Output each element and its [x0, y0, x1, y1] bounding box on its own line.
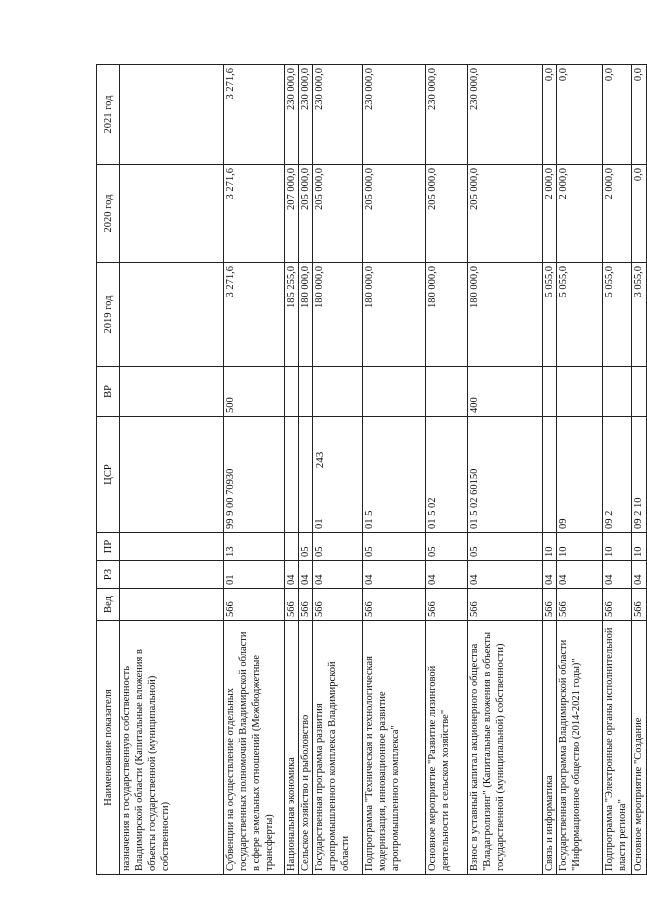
- cell-ved: 566: [363, 589, 426, 621]
- cell-ved: 566: [313, 589, 363, 621]
- cell-name: Субвенции на осуществление отдельных государственных полномочий Владимирской области в сфере земельных отношений (Межбюджетные трансферты): [224, 621, 285, 875]
- table-row: [468, 65, 543, 875]
- cell-y2021: 3 271,6: [224, 65, 285, 165]
- table-row: [313, 65, 363, 875]
- budget-table: [96, 64, 647, 875]
- page-number: 243: [314, 451, 326, 469]
- table-row: [426, 65, 468, 875]
- cell-ved: [120, 589, 224, 621]
- cell-rz: 04: [363, 561, 426, 589]
- cell-vr: [299, 367, 313, 417]
- cell-y2019: 5 055,0: [603, 263, 632, 367]
- table-row: [224, 65, 285, 875]
- cell-y2020: 0,0: [632, 165, 647, 263]
- cell-pr: 05: [299, 533, 313, 561]
- cell-rz: 04: [299, 561, 313, 589]
- cell-y2021: 0,0: [543, 65, 557, 165]
- table-row: [285, 65, 299, 875]
- cell-vr: [313, 367, 363, 417]
- cell-pr: 10: [603, 533, 632, 561]
- cell-ved: 566: [468, 589, 543, 621]
- cell-csr: 09: [557, 417, 603, 533]
- col-header-rz: РЗ: [97, 561, 120, 589]
- cell-csr: [285, 417, 299, 533]
- cell-ved: 566: [557, 589, 603, 621]
- cell-csr: 09 2: [603, 417, 632, 533]
- cell-pr: 05: [426, 533, 468, 561]
- col-header-vr: ВР: [97, 367, 120, 417]
- cell-y2020: 207 000,0: [285, 165, 299, 263]
- cell-y2020: 205 000,0: [313, 165, 363, 263]
- cell-pr: 13: [224, 533, 285, 561]
- cell-name: Государственная программа развития агропромышленного комплекса Владимирской области: [313, 621, 363, 875]
- cell-y2021: 0,0: [557, 65, 603, 165]
- cell-csr: 01 5 02 60150: [468, 417, 543, 533]
- cell-pr: 05: [468, 533, 543, 561]
- cell-y2019: 180 000,0: [426, 263, 468, 367]
- cell-pr: 05: [313, 533, 363, 561]
- cell-rz: 04: [313, 561, 363, 589]
- cell-ved: 566: [603, 589, 632, 621]
- cell-csr: 01: [313, 417, 363, 533]
- cell-vr: [285, 367, 299, 417]
- cell-y2021: 0,0: [632, 65, 647, 165]
- cell-rz: 04: [632, 561, 647, 589]
- cell-name: Связь и информатика: [543, 621, 557, 875]
- cell-csr: 09 2 10: [632, 417, 647, 533]
- cell-csr: [543, 417, 557, 533]
- cell-csr: [299, 417, 313, 533]
- cell-csr: 99 9 00 70930: [224, 417, 285, 533]
- cell-name: Национальная экономика: [285, 621, 299, 875]
- cell-rz: 04: [603, 561, 632, 589]
- cell-vr: [557, 367, 603, 417]
- cell-rz: [120, 561, 224, 589]
- cell-y2019: 5 055,0: [543, 263, 557, 367]
- cell-pr: 10: [632, 533, 647, 561]
- cell-y2020: 205 000,0: [468, 165, 543, 263]
- col-header-ved: Вед: [97, 589, 120, 621]
- header-row: [97, 65, 120, 875]
- cell-y2020: 2 000,0: [603, 165, 632, 263]
- cell-y2020: 205 000,0: [426, 165, 468, 263]
- cell-name: назначения в государственную собственность Владимирской области (Капитальные вложения в объекты государственной (муниципальной) собственности): [120, 621, 224, 875]
- cell-y2021: 230 000,0: [313, 65, 363, 165]
- cell-vr: [120, 367, 224, 417]
- cell-vr: [426, 367, 468, 417]
- cell-y2019: 3 271,6: [224, 263, 285, 367]
- cell-pr: 10: [543, 533, 557, 561]
- cell-name: Государственная программа Владимирской области "Информационное общество (2014-2021 годы)": [557, 621, 603, 875]
- cell-y2021: [120, 65, 224, 165]
- cell-vr: [543, 367, 557, 417]
- cell-rz: 01: [224, 561, 285, 589]
- cell-y2020: 2 000,0: [543, 165, 557, 263]
- col-header-name: Наименование показателя: [97, 621, 120, 875]
- cell-y2021: 0,0: [603, 65, 632, 165]
- cell-pr: [120, 533, 224, 561]
- cell-y2021: 230 000,0: [299, 65, 313, 165]
- cell-y2020: 3 271,6: [224, 165, 285, 263]
- cell-ved: 566: [426, 589, 468, 621]
- cell-ved: 566: [285, 589, 299, 621]
- cell-name: Взнос в уставный капитал акционерного общества "Владагролизинг" (Капитальные вложения в объекты государственной (муниципальной) собственности): [468, 621, 543, 875]
- cell-y2021: 230 000,0: [363, 65, 426, 165]
- cell-vr: [603, 367, 632, 417]
- cell-y2019: 180 000,0: [468, 263, 543, 367]
- cell-y2020: 205 000,0: [299, 165, 313, 263]
- col-header-2020: 2020 год: [97, 165, 120, 263]
- cell-y2019: 180 000,0: [363, 263, 426, 367]
- table-row: [299, 65, 313, 875]
- cell-ved: 566: [299, 589, 313, 621]
- cell-name: Подпрограмма "Техническая и технологическая модернизация, инновационное развитие агропромышленного комплекса": [363, 621, 426, 875]
- table-row: [603, 65, 632, 875]
- table-row: [120, 65, 224, 875]
- cell-vr: [363, 367, 426, 417]
- col-header-pr: ПР: [97, 533, 120, 561]
- cell-ved: 566: [543, 589, 557, 621]
- cell-name: Сельское хозяйство и рыболовство: [299, 621, 313, 875]
- cell-rz: 04: [285, 561, 299, 589]
- rotated-table-container: [96, 65, 644, 875]
- cell-rz: 04: [557, 561, 603, 589]
- cell-y2020: 205 000,0: [363, 165, 426, 263]
- cell-y2019: 180 000,0: [313, 263, 363, 367]
- cell-y2021: 230 000,0: [426, 65, 468, 165]
- cell-y2021: 230 000,0: [468, 65, 543, 165]
- cell-vr: 400: [468, 367, 543, 417]
- cell-y2019: 180 000,0: [299, 263, 313, 367]
- cell-name: Основное мероприятие "Развитие лизинговой деятельности в сельском хозяйстве": [426, 621, 468, 875]
- col-header-2021: 2021 год: [97, 65, 120, 165]
- cell-y2019: 3 055,0: [632, 263, 647, 367]
- cell-rz: 04: [426, 561, 468, 589]
- col-header-csr: ЦСР: [97, 417, 120, 533]
- cell-rz: 04: [468, 561, 543, 589]
- cell-ved: 566: [632, 589, 647, 621]
- cell-vr: [632, 367, 647, 417]
- table-row: [543, 65, 557, 875]
- cell-y2020: 2 000,0: [557, 165, 603, 263]
- cell-y2021: 230 000,0: [285, 65, 299, 165]
- cell-pr: 10: [557, 533, 603, 561]
- cell-pr: 05: [363, 533, 426, 561]
- cell-y2019: [120, 263, 224, 367]
- cell-pr: [285, 533, 299, 561]
- table-row: [632, 65, 647, 875]
- cell-name: Подпрограмма "Электронные органы исполнительной власти региона": [603, 621, 632, 875]
- table-row: [363, 65, 426, 875]
- cell-y2019: 5 055,0: [557, 263, 603, 367]
- cell-vr: 500: [224, 367, 285, 417]
- cell-y2019: 185 255,0: [285, 263, 299, 367]
- cell-csr: [120, 417, 224, 533]
- cell-name: Основное мероприятие "Создание: [632, 621, 647, 875]
- cell-csr: 01 5: [363, 417, 426, 533]
- table-row: [557, 65, 603, 875]
- cell-ved: 566: [224, 589, 285, 621]
- cell-csr: 01 5 02: [426, 417, 468, 533]
- cell-rz: 04: [543, 561, 557, 589]
- col-header-2019: 2019 год: [97, 263, 120, 367]
- cell-y2020: [120, 165, 224, 263]
